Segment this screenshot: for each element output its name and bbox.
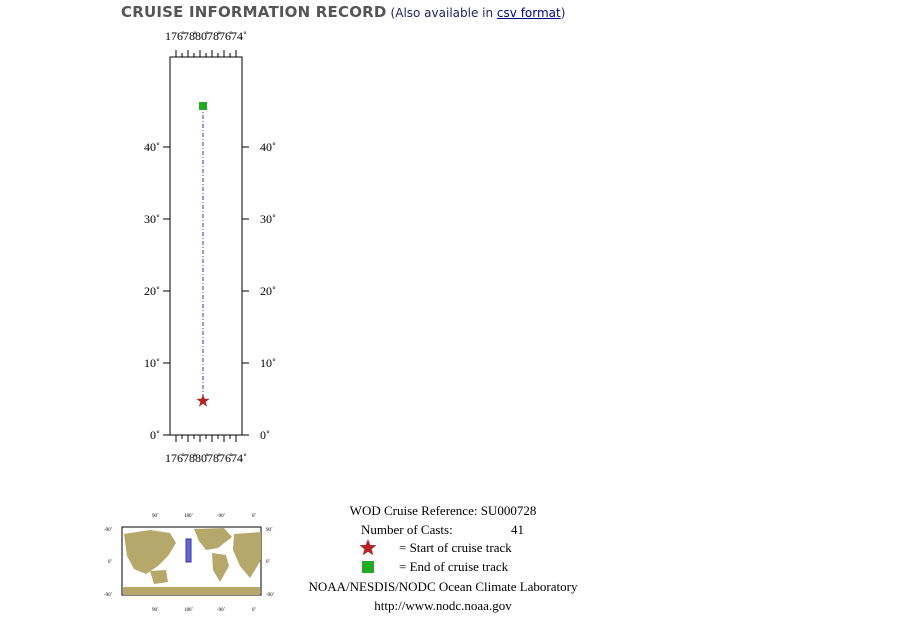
casts-value: 41 <box>511 522 524 537</box>
inset-lat-label-left: -90˚ <box>104 593 113 598</box>
casts-label: Number of Casts: <box>361 522 453 537</box>
inset-lon-label-top: 90˚ <box>152 514 159 519</box>
lat-label-right: 0˚ <box>260 428 270 442</box>
lat-label-right: 20˚ <box>260 284 276 298</box>
inset-landmass-antarctica <box>123 587 260 595</box>
lab-url: http://www.nodc.noaa.gov <box>374 598 512 613</box>
lon-ticks-bottom <box>164 435 248 442</box>
inset-lon-label-top: 180˚ <box>184 514 194 519</box>
lon-ticks-top <box>176 50 236 57</box>
lon-labels-bottom: 176̊78̊80̊78̊76̊74˚ <box>165 451 247 465</box>
inset-lat-label-right: 90˚ <box>266 528 273 533</box>
inset-lat-label-left: 0˚ <box>108 560 113 565</box>
end-marker <box>199 102 207 110</box>
inset-lon-label-bottom: -90˚ <box>217 608 226 613</box>
lat-label-right: 40˚ <box>260 140 276 154</box>
page-title: CRUISE INFORMATION RECORD <box>121 3 387 21</box>
legend-start-label: = Start of cruise track <box>399 540 512 555</box>
csv-format-link[interactable]: csv format <box>496 6 561 20</box>
availability-prefix: (Also available in <box>390 6 497 20</box>
inset-lat-label-right: 0˚ <box>266 560 271 565</box>
lat-label-left: 40˚ <box>144 140 160 154</box>
availability-suffix: ) <box>560 6 566 20</box>
inset-lon-label-bottom: 0˚ <box>252 608 257 613</box>
legend-start-star-icon <box>359 539 376 555</box>
inset-lat-label-left: -90˚ <box>104 528 113 533</box>
inset-lon-label-top: -90˚ <box>217 514 226 519</box>
world-inset-map <box>104 513 275 613</box>
inset-lon-label-bottom: 90˚ <box>152 608 159 613</box>
legend-end-label: = End of cruise track <box>399 559 509 574</box>
lat-label-left: 10˚ <box>144 356 160 370</box>
inset-lon-label-top: 0˚ <box>252 514 257 519</box>
inset-cruise-area <box>186 539 191 562</box>
lat-label-left: 20˚ <box>144 284 160 298</box>
lab-name: NOAA/NESDIS/NODC Ocean Climate Laboratory <box>308 579 578 594</box>
lon-labels-top: 176̊78̊80̊78̊76̊74˚ <box>165 29 247 43</box>
map-frame <box>170 57 242 435</box>
legend-end-square-icon <box>362 561 374 573</box>
track-map <box>144 29 276 465</box>
cruise-reference: WOD Cruise Reference: SU000728 <box>349 503 537 518</box>
lat-label-right: 30˚ <box>260 212 276 226</box>
inset-lat-label-right: -90˚ <box>266 593 275 598</box>
lat-label-left: 0˚ <box>150 428 160 442</box>
lat-label-left: 30˚ <box>144 212 160 226</box>
lat-label-right: 10˚ <box>260 356 276 370</box>
inset-lon-label-bottom: 180˚ <box>184 608 194 613</box>
legend <box>309 503 578 613</box>
